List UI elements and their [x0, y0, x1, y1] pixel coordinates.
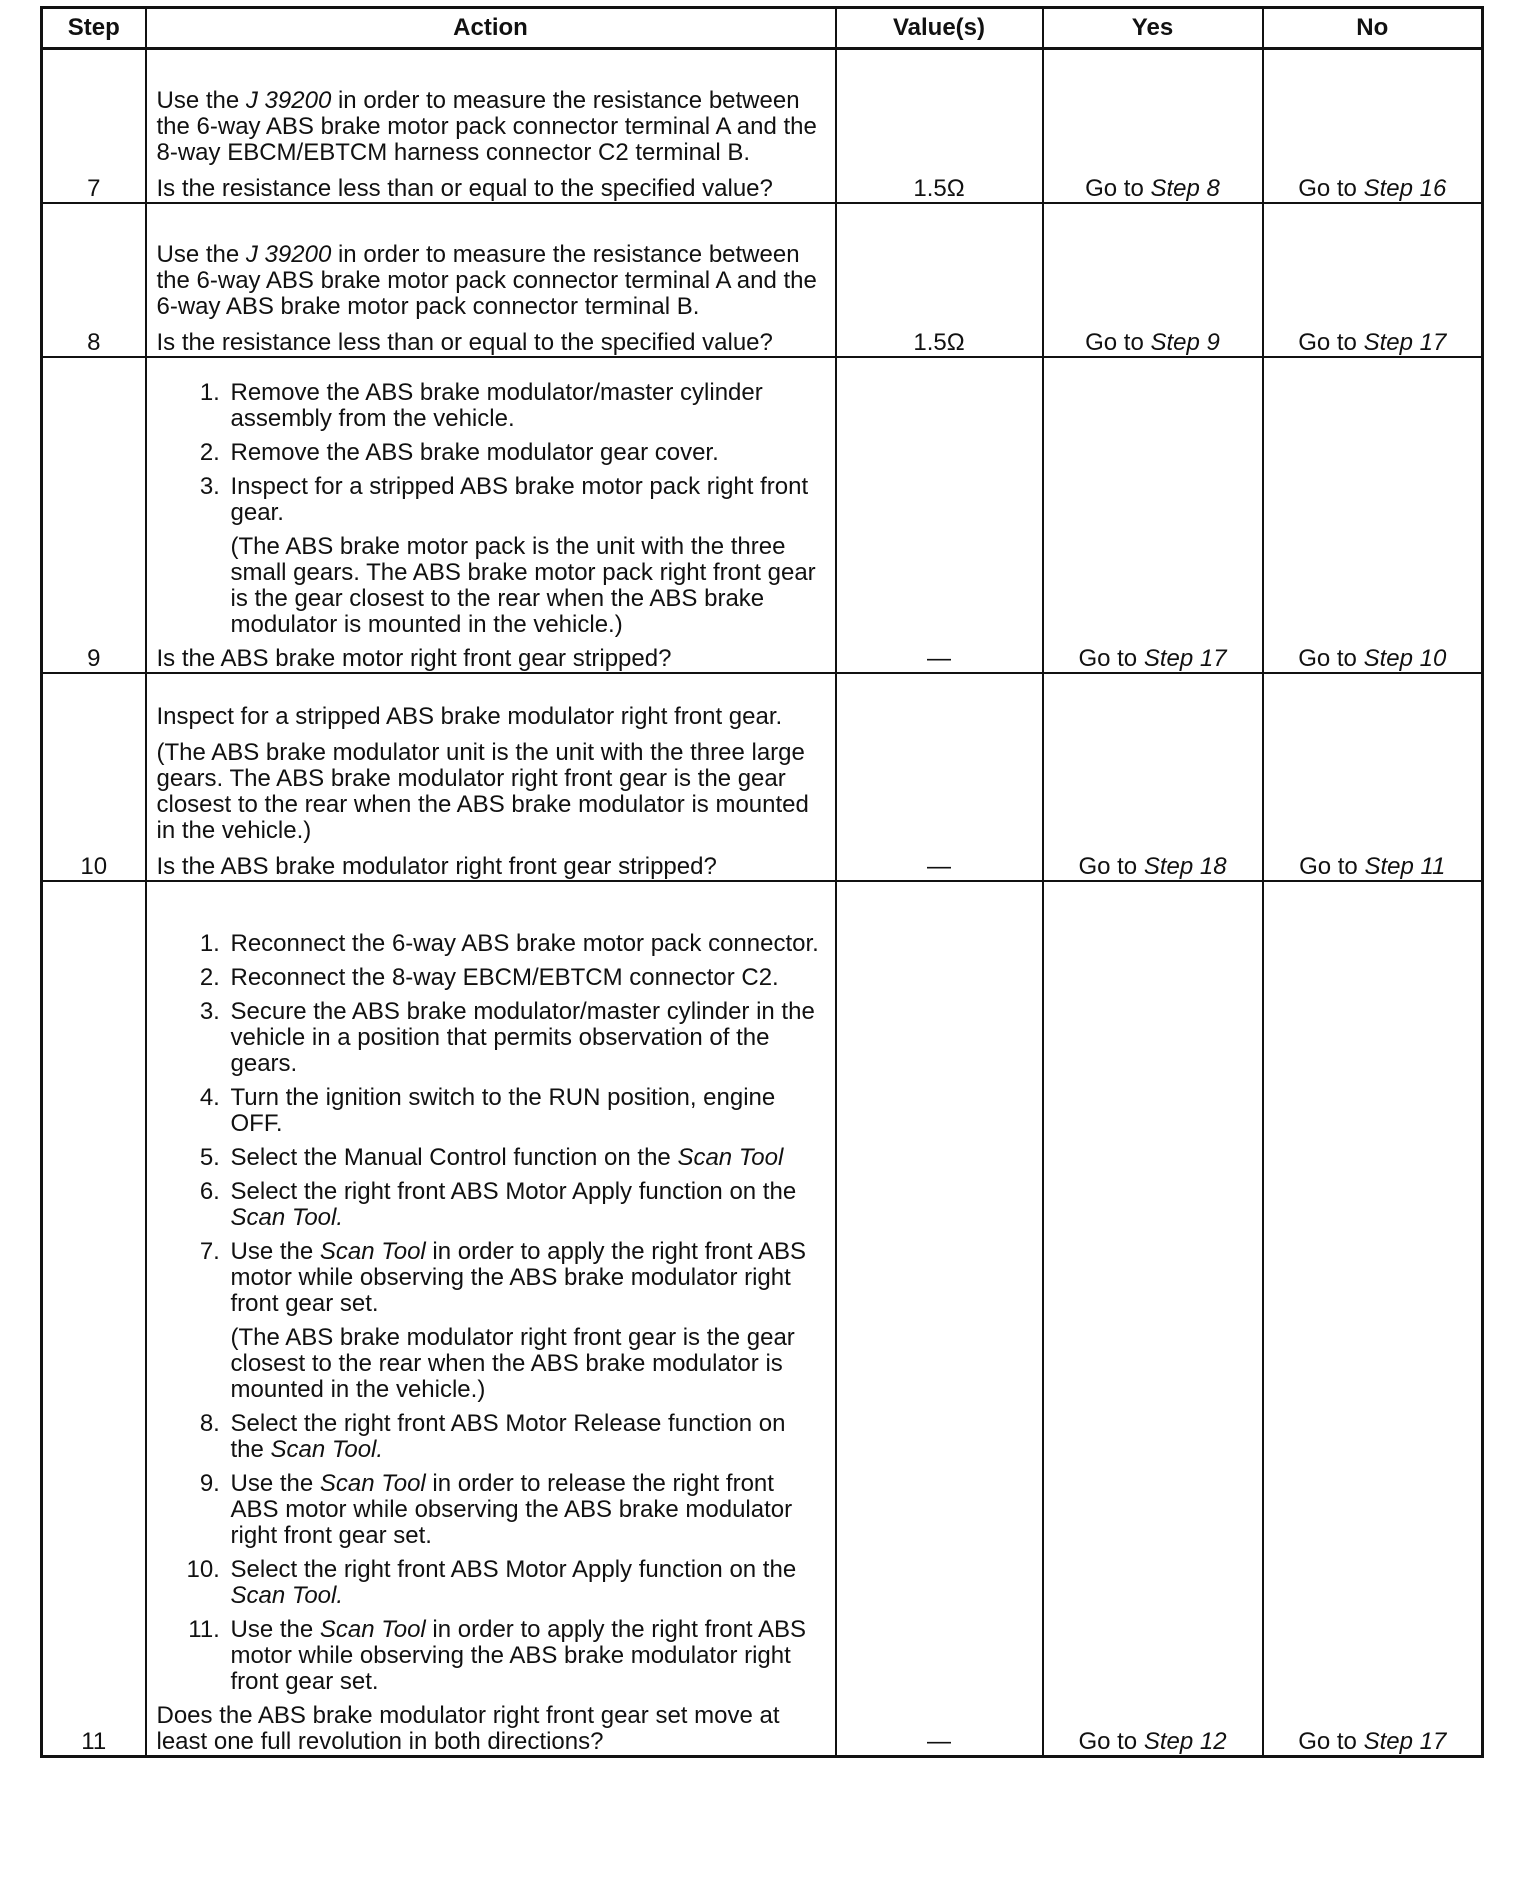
yes-step-link: Step 12: [1143, 1728, 1227, 1755]
procedure-list: [157, 931, 825, 1695]
tool-name: J 39200: [245, 240, 332, 268]
action-note: (The ABS brake modulator unit is the unit with the three large gears. The ABS brake modulator right front gear is the gear closest to the rear when the ABS brake modulator is mounted in the vehicle.): [156, 738, 809, 844]
step-number: 7: [42, 49, 146, 203]
no-cell: Go to Step 16: [1263, 49, 1483, 203]
yes-cell: Go to Step 12: [1043, 881, 1263, 1757]
yes-cell: Go to Step 9: [1043, 203, 1263, 357]
header-no: No: [1263, 8, 1483, 49]
table-row-step-9: [42, 357, 1483, 673]
list-item: 1. Reconnect the 6-way ABS brake motor pack connector.: [227, 931, 825, 957]
no-cell: Go to Step 11: [1263, 673, 1483, 881]
value-cell: —: [836, 673, 1043, 881]
header-yes: Yes: [1043, 8, 1263, 49]
step-number: 10: [42, 673, 146, 881]
yes-step-link: Step 9: [1150, 328, 1220, 356]
tool-name: Scan Tool: [319, 1616, 426, 1643]
tool-name: Scan Tool.: [230, 1204, 344, 1231]
action-question: Is the resistance less than or equal to the specified value?: [156, 328, 773, 356]
action-text: Use the J 39200 in order to measure the resistance between the 6-way ABS brake motor pack connector terminal A and the 6-way ABS brake motor pack connector terminal B.: [156, 240, 817, 320]
procedure-note: (The ABS brake motor pack is the unit with the three small gears. The ABS brake motor pack right front gear is the gear closest to the rear when the ABS brake modulator is mounted in the vehicle.): [230, 532, 816, 638]
table-row-step-10: [42, 673, 1483, 881]
action-cell: [146, 357, 836, 673]
list-item: 2. Remove the ABS brake modulator gear cover.: [227, 440, 825, 466]
no-cell: Go to Step 17: [1263, 881, 1483, 1757]
header-action: Action: [146, 8, 836, 49]
tool-name: J 39200: [245, 86, 332, 114]
step-number: 11: [42, 881, 146, 1757]
list-item: 4. Turn the ignition switch to the RUN position, engine OFF.: [227, 1085, 825, 1137]
no-step-link: Step 11: [1364, 852, 1446, 880]
list-item: 2. Reconnect the 8-way EBCM/EBTCM connector C2.: [227, 965, 825, 991]
action-question: Is the ABS brake motor right front gear stripped?: [156, 644, 672, 672]
list-item: 3. Secure the ABS brake modulator/master cylinder in the vehicle in a position that permits observation of the gears.: [227, 999, 825, 1077]
no-cell: Go to Step 10: [1263, 357, 1483, 673]
action-cell: [146, 49, 836, 203]
action-question: Is the resistance less than or equal to the specified value?: [156, 174, 773, 202]
step-number: 9: [42, 357, 146, 673]
tool-name: Scan Tool.: [230, 1582, 344, 1609]
list-item: 3. Inspect for a stripped ABS brake motor pack right front gear. (The ABS brake motor pack is the unit with the three small gears. The ABS brake motor pack right front gear is the gear closest to the rear when the ABS brake modulator is mounted in the vehicle.): [227, 474, 825, 638]
value-cell: 1.5Ω: [836, 49, 1043, 203]
yes-cell: Go to Step 8: [1043, 49, 1263, 203]
list-item: 9. Use the Scan Tool in order to release the right front ABS motor while observing the ABS brake modulator right front gear set.: [227, 1471, 825, 1549]
table-row-step-11: [42, 881, 1483, 1757]
diagnostic-page: [40, 6, 1482, 1758]
header-step: Step: [42, 8, 146, 49]
step-number: 8: [42, 203, 146, 357]
tool-name: Scan Tool: [319, 1238, 426, 1265]
tool-name: Scan Tool.: [270, 1436, 384, 1463]
action-cell: [146, 881, 836, 1757]
action-question: Does the ABS brake modulator right front gear set move at least one full revolution in both directions?: [156, 1702, 780, 1755]
yes-step-link: Step 17: [1143, 644, 1227, 672]
list-item: 10. Select the right front ABS Motor Apply function on the Scan Tool.: [227, 1557, 825, 1609]
action-text: Inspect for a stripped ABS brake modulator right front gear.: [156, 702, 783, 730]
no-cell: Go to Step 17: [1263, 203, 1483, 357]
yes-step-link: Step 18: [1143, 852, 1227, 880]
yes-cell: Go to Step 17: [1043, 357, 1263, 673]
action-cell: [146, 673, 836, 881]
list-item: 8. Select the right front ABS Motor Release function on the Scan Tool.: [227, 1411, 825, 1463]
no-step-link: Step 17: [1363, 328, 1447, 356]
tool-name: Scan Tool: [319, 1470, 426, 1497]
procedure-note: (The ABS brake modulator right front gear is the gear closest to the rear when the ABS brake modulator is mounted in the vehicle.): [230, 1324, 795, 1403]
list-item: 1. Remove the ABS brake modulator/master cylinder assembly from the vehicle.: [227, 380, 825, 432]
list-item: 6. Select the right front ABS Motor Apply function on the Scan Tool.: [227, 1179, 825, 1231]
yes-step-link: Step 8: [1150, 174, 1220, 202]
tool-name: Scan Tool: [677, 1144, 784, 1171]
diagnostic-table: [40, 6, 1484, 1758]
procedure-list: [157, 380, 825, 638]
list-item: 7. Use the Scan Tool in order to apply the right front ABS motor while observing the ABS brake modulator right front gear set. (The ABS brake modulator right front gear is the gear closest to the rear when the ABS brake modulator is mounted in the vehicle.): [227, 1239, 825, 1403]
header-values: Value(s): [836, 8, 1043, 49]
table-row-step-8: [42, 203, 1483, 357]
table-row-step-7: [42, 49, 1483, 203]
value-cell: —: [836, 357, 1043, 673]
table-header-row: [42, 8, 1483, 49]
no-step-link: Step 16: [1363, 174, 1447, 202]
action-text: Use the J 39200 in order to measure the resistance between the 6-way ABS brake motor pack connector terminal A and the 8-way EBCM/EBTCM harness connector C2 terminal B.: [156, 86, 817, 166]
action-question: Is the ABS brake modulator right front gear stripped?: [156, 852, 717, 880]
value-cell: —: [836, 881, 1043, 1757]
action-cell: [146, 203, 836, 357]
value-cell: 1.5Ω: [836, 203, 1043, 357]
no-step-link: Step 10: [1363, 644, 1447, 672]
yes-cell: Go to Step 18: [1043, 673, 1263, 881]
no-step-link: Step 17: [1363, 1728, 1447, 1755]
list-item: 5. Select the Manual Control function on the Scan Tool: [227, 1145, 825, 1171]
list-item: 11. Use the Scan Tool in order to apply the right front ABS motor while observing the ABS brake modulator right front gear set.: [227, 1617, 825, 1695]
